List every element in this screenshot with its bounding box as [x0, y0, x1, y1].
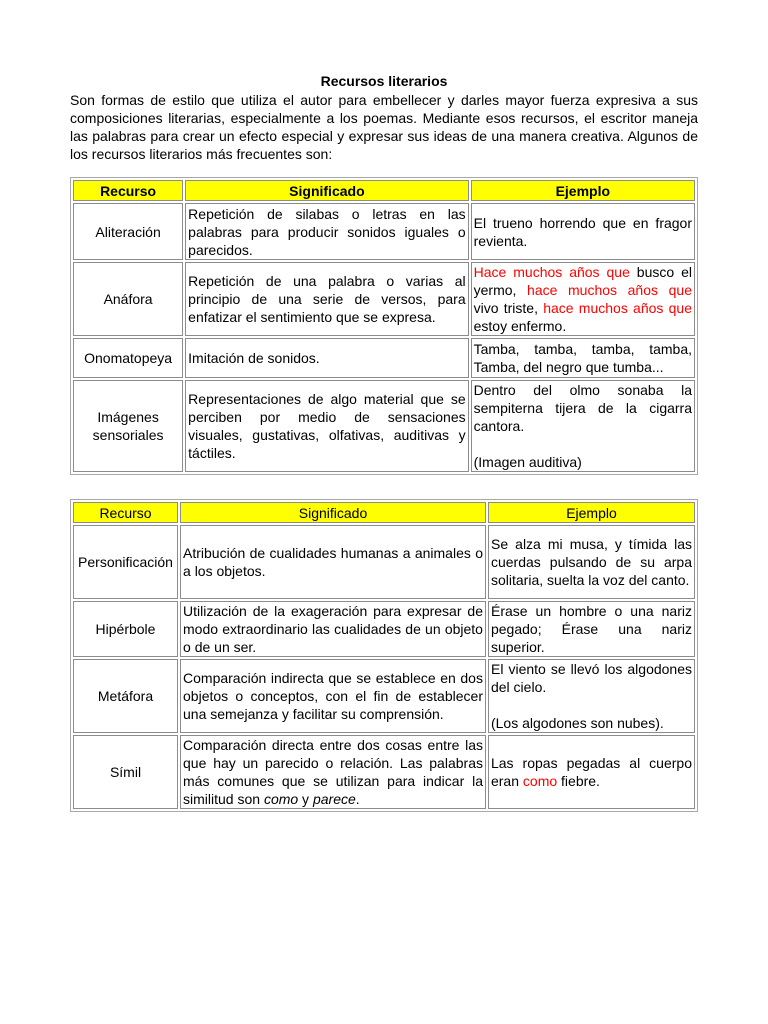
significado-cell: Repetición de una palabra o varias al principio de una serie de versos, para enfatizar el sentimiento que se expresa. — [185, 262, 468, 336]
table-row — [73, 338, 695, 378]
recurso-cell: Onomatopeya — [73, 338, 183, 378]
table-header-row — [73, 180, 695, 201]
ejemplo-text: El viento se llevó los algodones del cielo. — [490, 661, 692, 695]
significado-cell: Comparación indirecta que se establece en dos objetos o conceptos, con el fin de establecer una semejanza y facilitar su comprensión. — [180, 659, 486, 733]
recurso-cell: Personificación — [73, 525, 178, 599]
table-row — [73, 659, 695, 733]
ejemplo-cell — [488, 659, 695, 733]
table-row — [73, 601, 695, 657]
recurso-cell: Anáfora — [73, 262, 183, 336]
recurso-cell: Aliteración — [73, 203, 183, 260]
keyword-parece: parece — [312, 791, 356, 807]
ejemplo-text: Dentro del olmo sonaba la sempiterna tijera de la cigarra cantora. — [473, 382, 692, 434]
table-row — [73, 262, 695, 336]
header-recurso: Recurso — [73, 502, 178, 523]
ejemplo-cell — [488, 735, 695, 809]
ejemplo-cell — [471, 380, 695, 472]
ejemplo-text: vivo triste, — [473, 300, 544, 316]
ejemplo-cell — [471, 262, 695, 336]
resources-table-2 — [70, 499, 698, 812]
significado-cell: Representaciones de algo material que se perciben por medio de sensaciones visuales, gustativas, olfativas, auditivas y táctiles. — [185, 380, 468, 472]
significado-text: . — [355, 791, 360, 807]
ejemplo-text: estoy enfermo. — [473, 318, 567, 334]
recurso-cell: Símil — [73, 735, 178, 809]
header-recurso: Recurso — [73, 180, 183, 201]
recurso-cell: Imágenes sensoriales — [73, 380, 183, 472]
keyword-como: como — [263, 791, 299, 807]
significado-cell: Imitación de sonidos. — [185, 338, 468, 378]
intro-paragraph: Son formas de estilo que utiliza el autor para embellecer y darles mayor fuerza expresiva a sus composiciones literarias, especialmente a los poemas. Mediante esos recursos, el escritor maneja las palabras para crear un efecto especial y expresar sus ideas de una manera creativa. Algunos de los recursos literarios más frecuentes son: — [70, 92, 698, 162]
recurso-cell: Hipérbole — [73, 601, 178, 657]
table-row — [73, 735, 695, 809]
ejemplo-cell: Se alza mi musa, y tímida las cuerdas pulsando de su arpa solitaria, suelta la voz del canto. — [488, 525, 695, 599]
header-significado: Significado — [185, 180, 468, 201]
ejemplo-cell: El trueno horrendo que en fragor revienta. — [471, 203, 695, 260]
significado-cell: Atribución de cualidades humanas a animales o a los objetos. — [180, 525, 486, 599]
table-row — [73, 525, 695, 599]
anaphora-highlight: Hace muchos años que — [473, 264, 630, 280]
page-title: Recursos literarios — [320, 73, 448, 89]
ejemplo-note: (Imagen auditiva) — [473, 454, 582, 470]
significado-text: y — [298, 791, 313, 807]
table-row — [73, 203, 695, 260]
significado-cell: Repetición de silabas o letras en las palabras para producir sonidos iguales o parecidos. — [185, 203, 468, 260]
header-ejemplo: Ejemplo — [471, 180, 695, 201]
recurso-cell: Metáfora — [73, 659, 178, 733]
simil-highlight: como — [522, 773, 558, 789]
ejemplo-text: busco el yermo, — [473, 264, 692, 298]
resources-table-1 — [70, 177, 698, 475]
significado-cell: Utilización de la exageración para expresar de modo extraordinario las cualidades de un objeto o de un ser. — [180, 601, 486, 657]
header-ejemplo: Ejemplo — [488, 502, 695, 523]
table-row — [73, 380, 695, 472]
ejemplo-cell: Tamba, tamba, tamba, tamba, Tamba, del negro que tumba... — [471, 338, 695, 378]
significado-text: Comparación directa entre dos cosas entre las que hay un parecido o relación. Las palabras más comunes que se utilizan para indicar la similitud son — [183, 737, 483, 807]
anaphora-highlight: hace muchos años que — [527, 282, 692, 298]
anaphora-highlight: hace muchos años que — [543, 300, 693, 316]
significado-cell — [180, 735, 486, 809]
ejemplo-cell: Érase un hombre o una nariz pegado; Érase una nariz superior. — [488, 601, 695, 657]
ejemplo-text: fiebre. — [557, 773, 600, 789]
header-significado: Significado — [180, 502, 486, 523]
table-header-row — [73, 502, 695, 523]
ejemplo-note: (Los algodones son nubes). — [490, 715, 664, 731]
ejemplo-text: Las ropas pegadas al cuerpo eran — [490, 755, 692, 789]
